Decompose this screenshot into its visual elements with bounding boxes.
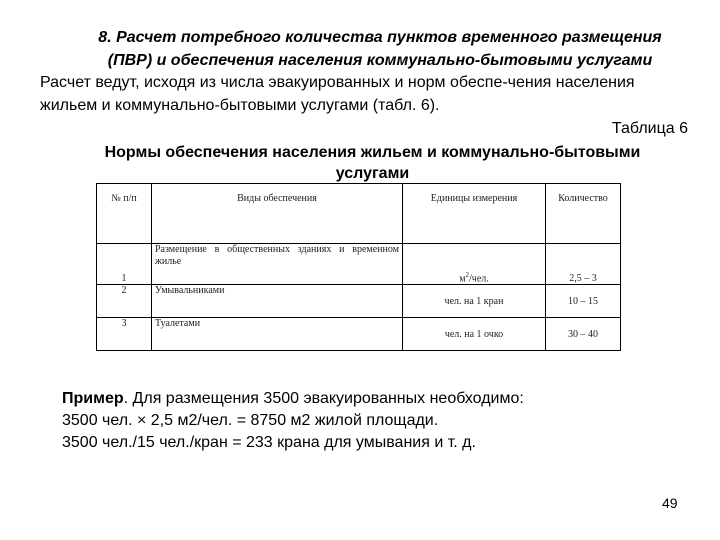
example-line: 3500 чел./15 чел./кран = 233 крана для умывания и т. д. (62, 434, 476, 451)
cell-quantity: 30 – 40 (546, 318, 621, 351)
norms-table (96, 183, 621, 351)
table-title-line: Нормы обеспечения населения жильем и коммунально-бытовыми (104, 144, 641, 161)
page-number: 49 (662, 495, 678, 511)
intro-line: жильем и коммунально-бытовыми услугами (табл. 6). (40, 97, 440, 114)
header-quantity: Количество (546, 184, 621, 244)
table-row (97, 285, 621, 318)
section-heading-line: 8. Расчет потребного количества пунктов временного размещения (98, 29, 662, 46)
table-title (40, 142, 705, 184)
cell-number: 3 (97, 318, 152, 351)
cell-unit: чел. на 1 кран (403, 285, 546, 318)
intro-line: Расчет ведут, исходя из числа эвакуированных и норм обеспе-чения населения (40, 74, 635, 91)
example-label: Пример (62, 390, 124, 407)
cell-unit: чел. на 1 очко (403, 318, 546, 351)
header-kind: Виды обеспечения (152, 184, 403, 244)
header-number: № п/п (97, 184, 152, 244)
cell-number: 2 (97, 285, 152, 318)
table-row (97, 244, 621, 285)
example-line (62, 388, 702, 410)
cell-number: 1 (97, 244, 152, 285)
cell-unit: $м^2$/чел. (403, 244, 546, 285)
example-line: 3500 чел. × 2,5 м2/чел. = 8750 м2 жилой площади. (62, 412, 439, 429)
cell-kind: Туалетами (152, 318, 403, 351)
intro-paragraph (40, 71, 720, 117)
header-unit: Единицы измерения (403, 184, 546, 244)
cell-quantity: 10 – 15 (546, 285, 621, 318)
cell-kind: Умывальниками (152, 285, 403, 318)
table-title-line: услугами (335, 165, 410, 182)
table-row (97, 318, 621, 351)
section-heading (40, 26, 720, 72)
cell-kind: Размещение в общественных зданиях и временном жилье (152, 244, 403, 285)
table-number: Таблица 6 (611, 120, 688, 137)
example-paragraph (62, 388, 702, 454)
section-heading-line: (ПВР) и обеспечения населения коммунально-бытовыми услугами (107, 52, 653, 69)
table-header-row (97, 184, 621, 244)
example-line-text: . Для размещения 3500 эвакуированных необходимо: (123, 390, 524, 407)
cell-quantity: 2,5 – 3 (546, 244, 621, 285)
